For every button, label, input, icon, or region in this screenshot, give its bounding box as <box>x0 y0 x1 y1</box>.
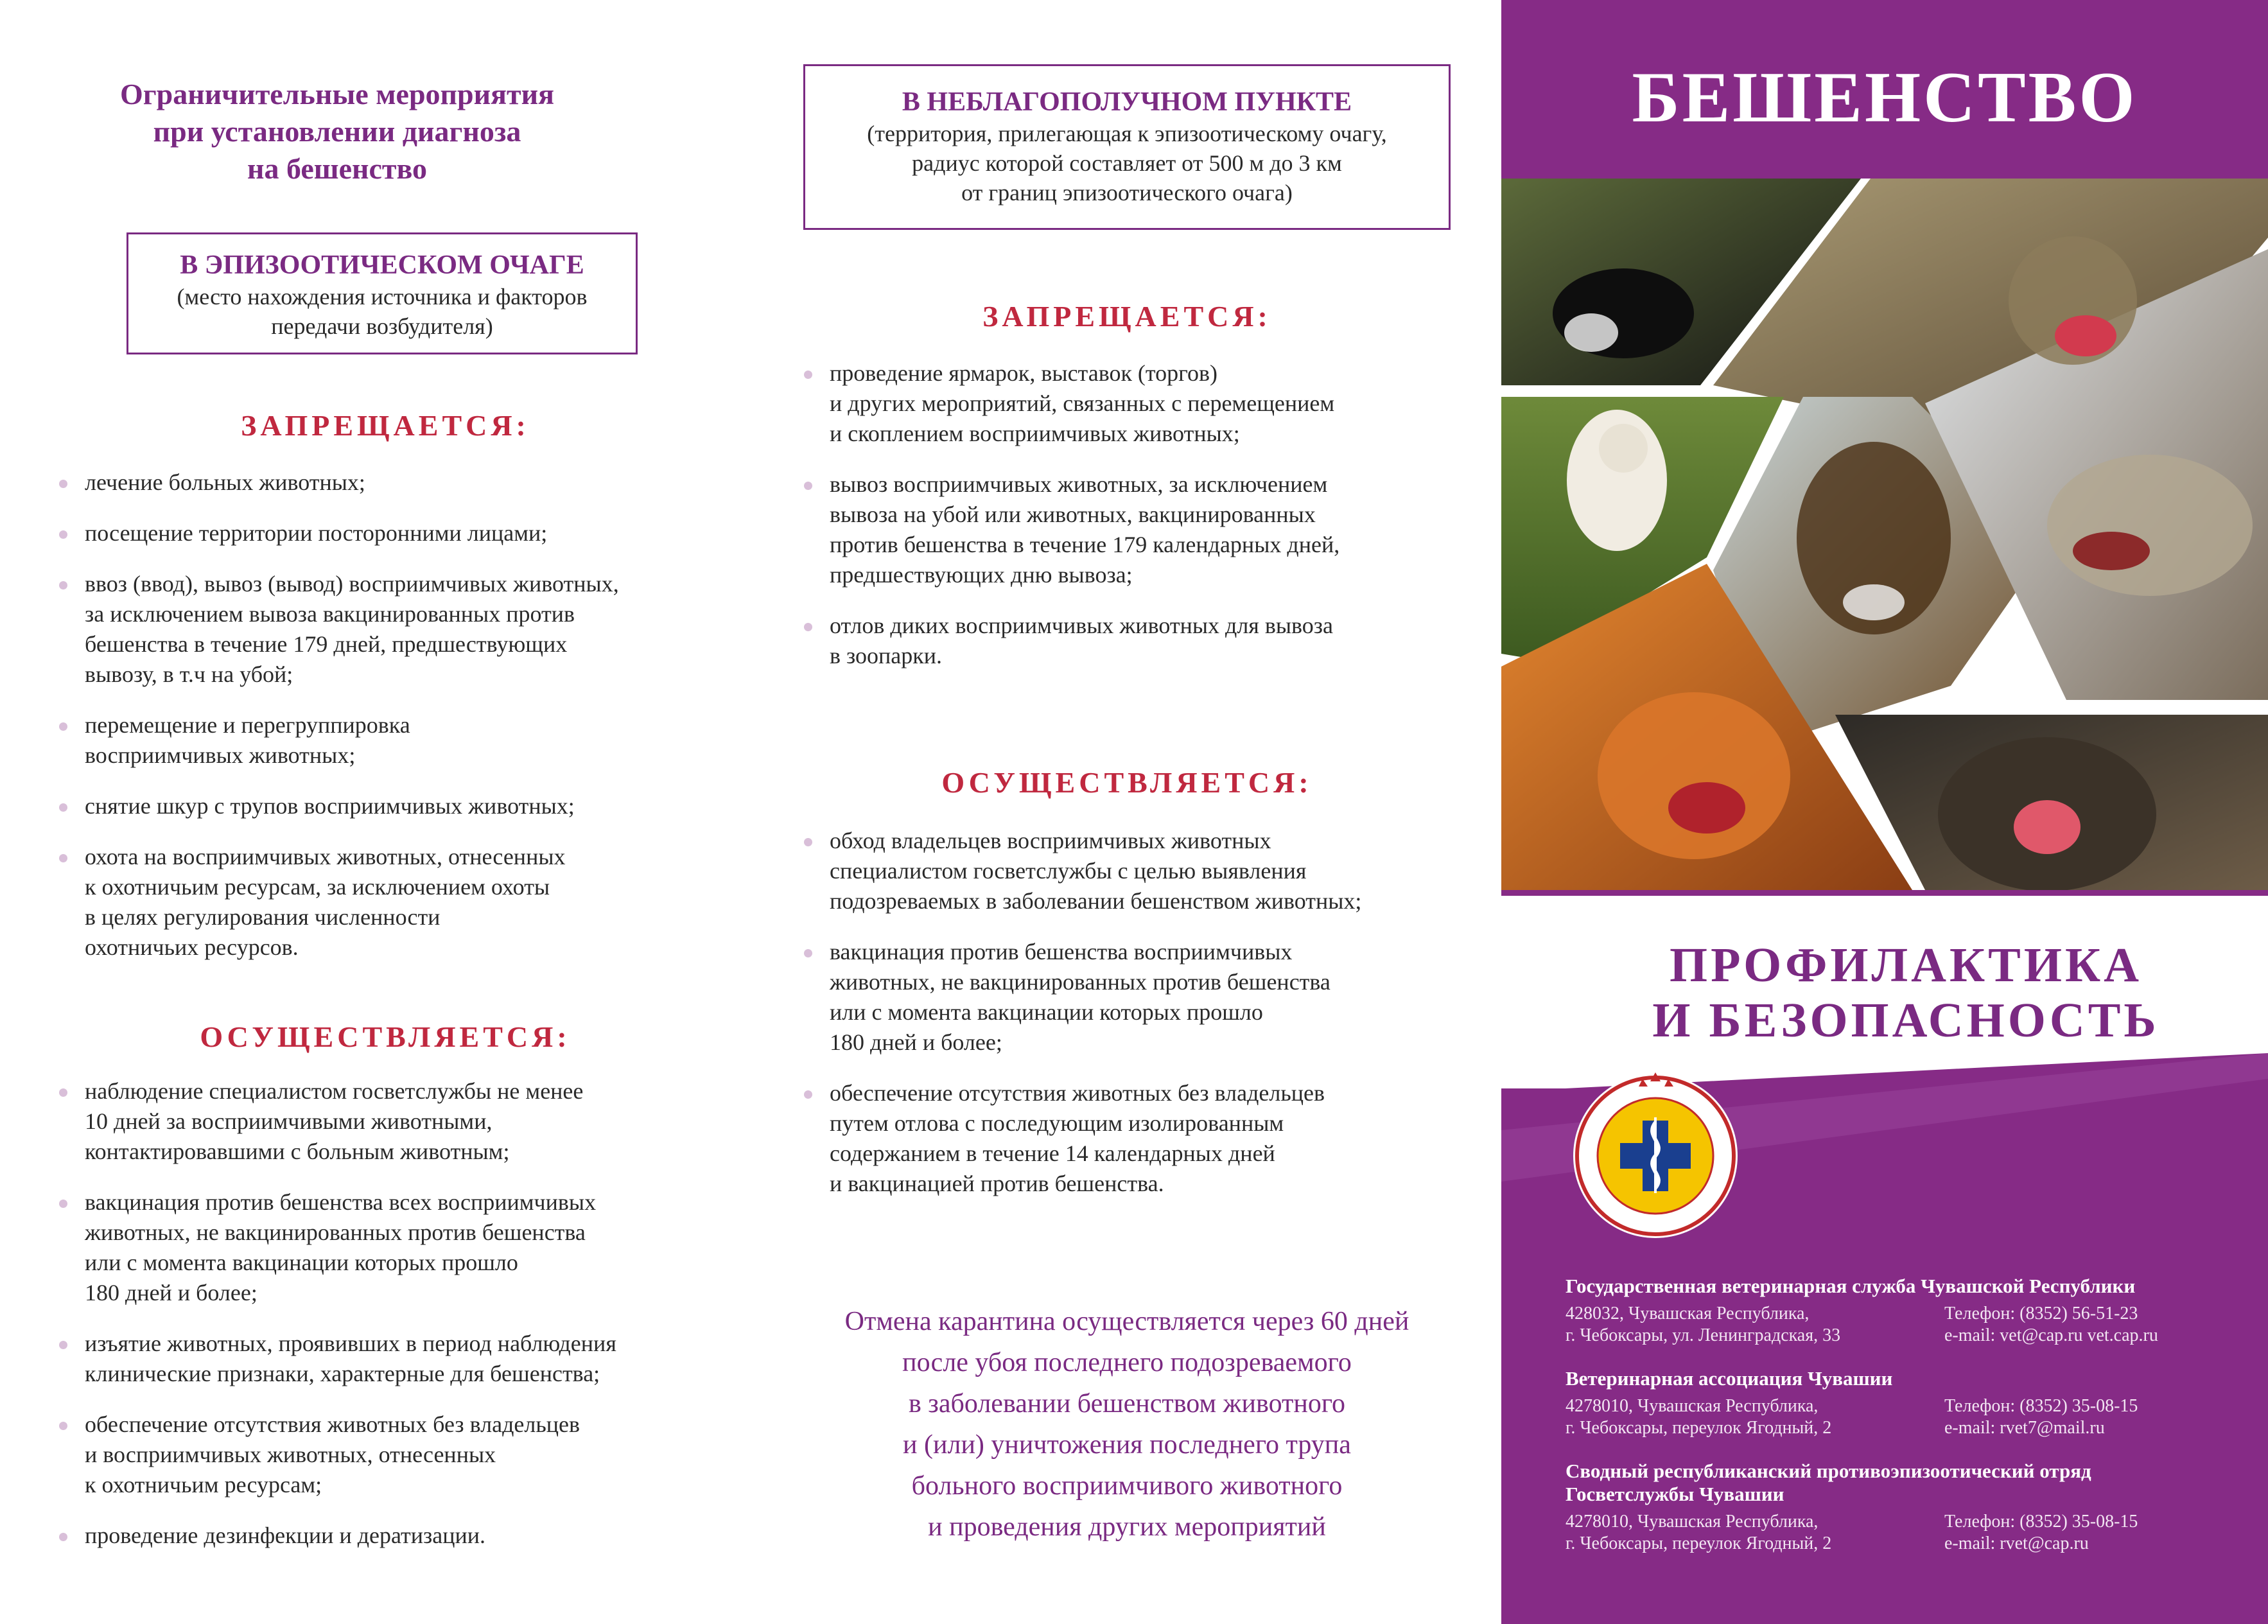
vet-service-emblem <box>1562 1053 1749 1239</box>
box-text: (место нахождения источника и факторов передачи возбудителя) <box>177 284 588 339</box>
box-title: В НЕБЛАГОПОЛУЧНОМ ПУНКТЕ <box>902 87 1352 117</box>
bullet-icon <box>59 1341 67 1349</box>
org-contacts: Телефон: (8352) 35-08-15 e-mail: rvet@cap.ru <box>1944 1512 2138 1553</box>
bullet-icon <box>804 371 812 379</box>
bullet-icon <box>59 581 67 589</box>
org-address: 4278010, Чувашская Республика, г. Чебоксары, переулок Ягодный, 2 <box>1566 1396 1832 1438</box>
left-title: Ограничительные мероприятия при установлении диагноза на бешенство <box>120 78 554 185</box>
org-block <box>1566 1275 2246 1350</box>
org-contacts: Телефон: (8352) 35-08-15 e-mail: rvet7@mail.ru <box>1944 1396 2138 1438</box>
box-title: В ЭПИЗООТИЧЕСКОМ ОЧАГЕ <box>180 250 584 280</box>
done-list <box>59 1076 746 1571</box>
cover-subtitle: ПРОФИЛАКТИКА И БЕЗОПАСНОСТЬ <box>1652 938 2159 1047</box>
bullet-icon <box>59 480 67 488</box>
list-item: изъятие животных, проявивших в период наблюдения клинические признаки, характерные для бешенства; <box>59 1329 746 1389</box>
bullet-icon <box>804 623 812 631</box>
bullet-icon <box>59 1422 67 1430</box>
list-item: ввоз (ввод), вывоз (вывод) восприимчивых животных, за исключением вывоза вакцинированных против бешенства в течение 179 дней, предшествующих вывозу, в т.ч на убой; <box>59 569 740 690</box>
bullet-icon <box>59 1088 67 1097</box>
bullet-icon <box>59 530 67 539</box>
list-item: лечение больных животных; <box>59 467 740 498</box>
bullet-icon <box>59 1200 67 1208</box>
episootic-focus-box <box>126 232 638 354</box>
list-item: проведение дезинфекции и дератизации. <box>59 1521 746 1551</box>
done-heading: ОСУЩЕСТВЛЯЕТСЯ: <box>941 766 1313 799</box>
bullet-icon <box>59 722 67 731</box>
cover-title: БЕШЕНСТВО <box>1632 58 2138 137</box>
list-item: перемещение и перегруппировка восприимчивых животных; <box>59 710 740 771</box>
animal-photo-collage <box>1501 179 2268 890</box>
bullet-icon <box>804 1090 812 1099</box>
forbidden-list <box>804 358 1497 692</box>
org-contacts: Телефон: (8352) 56-51-23 e-mail: vet@cap.ru vet.cap.ru <box>1944 1304 2158 1345</box>
list-item: обеспечение отсутствия животных без владельцев и восприимчивых животных, отнесенных к охотничьим ресурсам; <box>59 1410 746 1500</box>
org-block <box>1566 1460 2246 1559</box>
bullet-icon <box>804 482 812 490</box>
list-item: вывоз восприимчивых животных, за исключением вывоза на убой или животных, вакцинированных против бешенства в течение 179 календарных дней, предшествующих дню вывоза; <box>804 469 1497 590</box>
bullet-icon <box>59 1533 67 1541</box>
bullet-icon <box>804 949 812 957</box>
contacts-block <box>1566 1275 2246 1575</box>
list-item: проведение ярмарок, выставок (торгов) и других мероприятий, связанных с перемещением и скоплением восприимчивых животных; <box>804 358 1497 449</box>
list-item: обеспечение отсутствия животных без владельцев путем отлова с последующим изолированным содержанием в течение 14 календарных дней и вакцинацией против бешенства. <box>804 1078 1497 1199</box>
list-item: вакцинация против бешенства восприимчивых животных, не вакцинированных против бешенства или с момента вакцинации которых прошло 180 дней и более; <box>804 937 1497 1058</box>
unfavorable-area-box <box>803 64 1451 230</box>
middle-panel <box>751 0 1503 1624</box>
org-name: Сводный республиканский противоэпизоотический отряд Госветслужбы Чувашии <box>1566 1460 2091 1505</box>
list-item: посещение территории посторонними лицами; <box>59 518 740 548</box>
done-heading: ОСУЩЕСТВЛЯЕТСЯ: <box>200 1020 571 1053</box>
left-panel <box>0 0 751 1624</box>
list-item: наблюдение специалистом госветслужбы не менее 10 дней за восприимчивыми животными, контактировавшими с больным животным; <box>59 1076 746 1167</box>
list-item: охота на восприимчивых животных, отнесенных к охотничьим ресурсам, за исключением охоты в целях регулирования численности охотничьих ресурсов. <box>59 842 740 963</box>
forbidden-list <box>59 467 740 983</box>
bullet-icon <box>59 854 67 862</box>
list-item: отлов диких восприимчивых животных для вывоза в зоопарки. <box>804 611 1497 671</box>
org-block <box>1566 1367 2246 1443</box>
forbidden-heading: ЗАПРЕЩАЕТСЯ: <box>982 300 1271 333</box>
quarantine-note: Отмена карантина осуществляется через 60 дней после убоя последнего подозреваемого в заболевании бешенством животного и (или) уничтожения последнего трупа больного восприимчивого животного и проведения других мероприятий <box>844 1307 1409 1542</box>
org-name: Ветеринарная ассоциация Чувашии <box>1566 1367 1893 1390</box>
list-item: снятие шкур с трупов восприимчивых животных; <box>59 791 740 821</box>
cover-panel <box>1501 0 2268 1624</box>
forbidden-heading: ЗАПРЕЩАЕТСЯ: <box>241 409 530 442</box>
done-list <box>804 826 1497 1219</box>
org-address: 428032, Чувашская Республика, г. Чебоксары, ул. Ленинградская, 33 <box>1566 1304 1841 1345</box>
bullet-icon <box>59 803 67 812</box>
list-item: вакцинация против бешенства всех восприимчивых животных, не вакцинированных против бешенства или с момента вакцинации которых прошло 180 дней и более; <box>59 1187 746 1308</box>
list-item: обход владельцев восприимчивых животных специалистом госветслужбы с целью выявления подозреваемых в заболевании бешенством животных; <box>804 826 1497 916</box>
org-name: Государственная ветеринарная служба Чувашской Республики <box>1566 1275 2136 1297</box>
bullet-icon <box>804 838 812 846</box>
box-text: (территория, прилегающая к эпизоотическому очагу, радиус которой составляет от 500 м до 3 км от границ эпизоотического очага) <box>867 121 1387 205</box>
org-address: 4278010, Чувашская Республика, г. Чебоксары, переулок Ягодный, 2 <box>1566 1512 1832 1553</box>
